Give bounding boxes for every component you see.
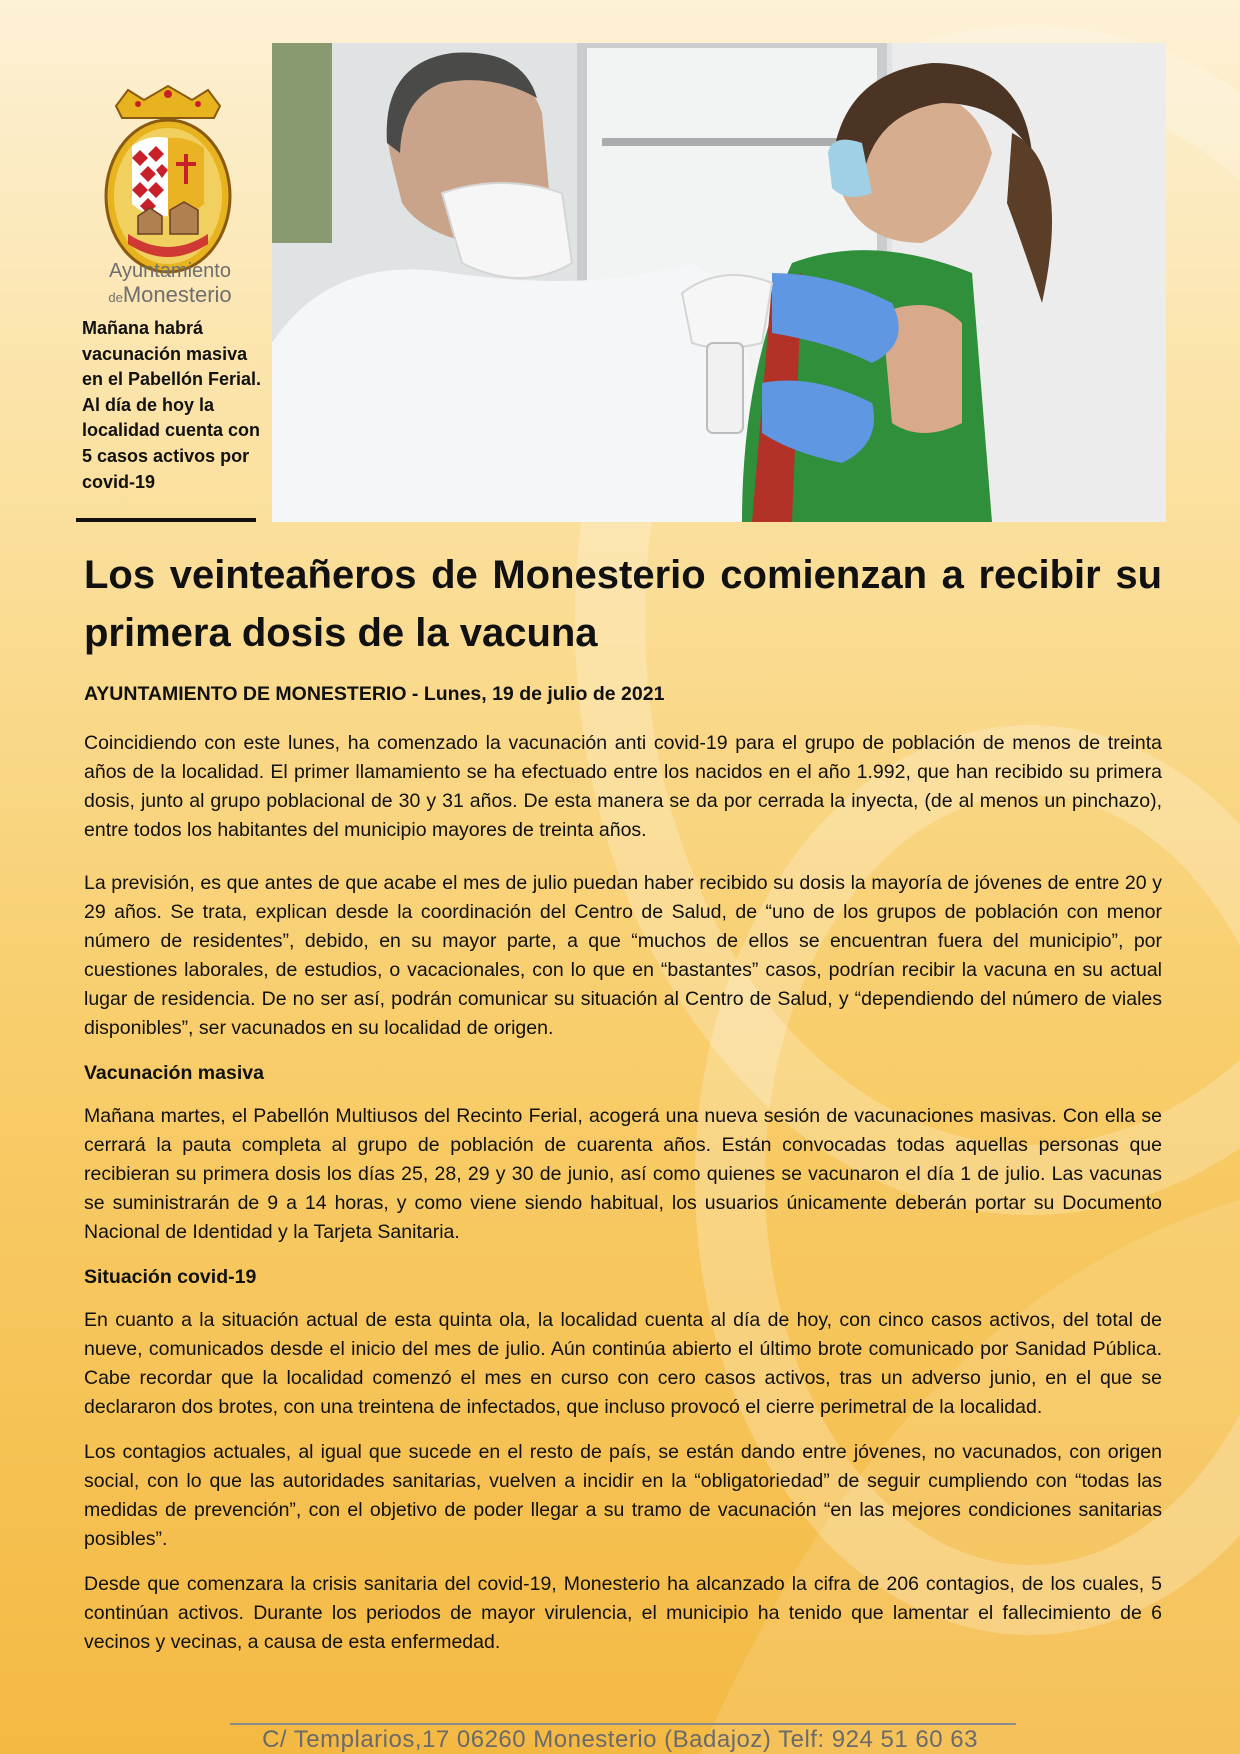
article-paragraph: Los contagios actuales, al igual que sucede en el resto de país, se están dando entre jóvenes, no vacunados, con origen social, con lo que las autoridades sanitarias, vuelven a incidir en la “obligatoriedad” de seguir cumpliendo con “todas las medidas de prevención”, con el objetivo de poder llegar a su tramo de vacunación “en las mejores condiciones sanitarias posibles”. (84, 1441, 1162, 1550)
logo-text-ayuntamiento: Ayuntamiento (109, 260, 231, 282)
footer-divider (230, 1723, 1016, 1725)
article-byline: AYUNTAMIENTO DE MONESTERIO - Lunes, 19 de julio de 2021 (84, 683, 665, 705)
section-heading-situacion: Situación covid-19 (84, 1266, 257, 1288)
article-body (84, 729, 1162, 1673)
footer-address: C/ Templarios,17 06260 Monesterio (Badajoz) Telf: 924 51 60 63 (262, 1726, 978, 1753)
logo-text-monesterio: deMonesterio (108, 282, 232, 307)
vaccination-photo (272, 43, 1166, 522)
sidebar-summary: Mañana habrá vacunación masiva en el Pabellón Ferial. Al día de hoy la localidad cuenta con 5 casos activos por covid-19 (82, 318, 262, 492)
section-heading-vacunacion: Vacunación masiva (84, 1062, 264, 1084)
article-paragraph: Coincidiendo con este lunes, ha comenzado la vacunación anti covid-19 para el grupo de población de menos de treinta años de la localidad. El primer llamamiento se ha efectuado entre los nacidos en el año 1.992, que han recibido su primera dosis, junto al grupo poblacional de 30 y 31 años. De esta manera se da por cerrada la inyecta, (de al menos un pinchazo), entre todos los habitantes del municipio mayores de treinta años. (84, 732, 1162, 841)
article-paragraph: Desde que comenzara la crisis sanitaria del covid-19, Monesterio ha alcanzado la cifra de 206 contagios, de los cuales, 5 continúan activos. Durante los periodos de mayor virulencia, el municipio ha tenido que lamentar el fallecimiento de 6 vecinos y vecinas, a causa de esta enfermedad. (84, 1573, 1162, 1653)
article-headline: Los veinteañeros de Monesterio comienzan a recibir su primera dosis de la vacuna (84, 553, 1162, 655)
article-paragraph: La previsión, es que antes de que acabe el mes de julio puedan haber recibido su dosis la mayoría de jóvenes de entre 20 y 29 años. Se trata, explican desde la coordinación del Centro de Salud, de “uno de los grupos de población con menor número de residentes”, debido, en su mayor parte, a que “muchos de ellos se encuentran fuera del municipio”, por cuestiones laborales, de estudios, o vacacionales, con lo que en “bastantes” casos, podrían recibir la vacuna en su actual lugar de residencia. De no ser así, podrán comunicar su situación al Centro de Salud, y “dependiendo del número de viales disponibles”, ser vacunados en su localidad de origen. (84, 872, 1162, 1039)
article-paragraph: En cuanto a la situación actual de esta quinta ola, la localidad cuenta al día de hoy, con cinco casos activos, del total de nueve, comunicados desde el inicio del mes de julio. Aún continúa abierto el último brote comunicado por Sanidad Pública. Cabe recordar que la localidad comenzó el mes en curso con cero casos activos, tras un adverso junio, en el que se declararon dos brotes, con una treintena de infectados, que incluso provocó el cierre perimetral de la localidad. (84, 1309, 1162, 1418)
sidebar-divider (76, 518, 256, 522)
article-paragraph: Mañana martes, el Pabellón Multiusos del Recinto Ferial, acogerá una nueva sesión de vacunaciones masivas. Con ella se cerrará la pauta completa al grupo de población de cuarenta años. Están convocadas todas aquellas personas que recibieran su primera dosis los días 25, 28, 29 y 30 de junio, así como quienes se vacunaron el día 1 de julio. Las vacunas se suministrarán de 9 a 14 horas, y como viene siendo habitual, los usuarios únicamente deberán portar su Documento Nacional de Identidad y la Tarjeta Sanitaria. (84, 1105, 1162, 1243)
